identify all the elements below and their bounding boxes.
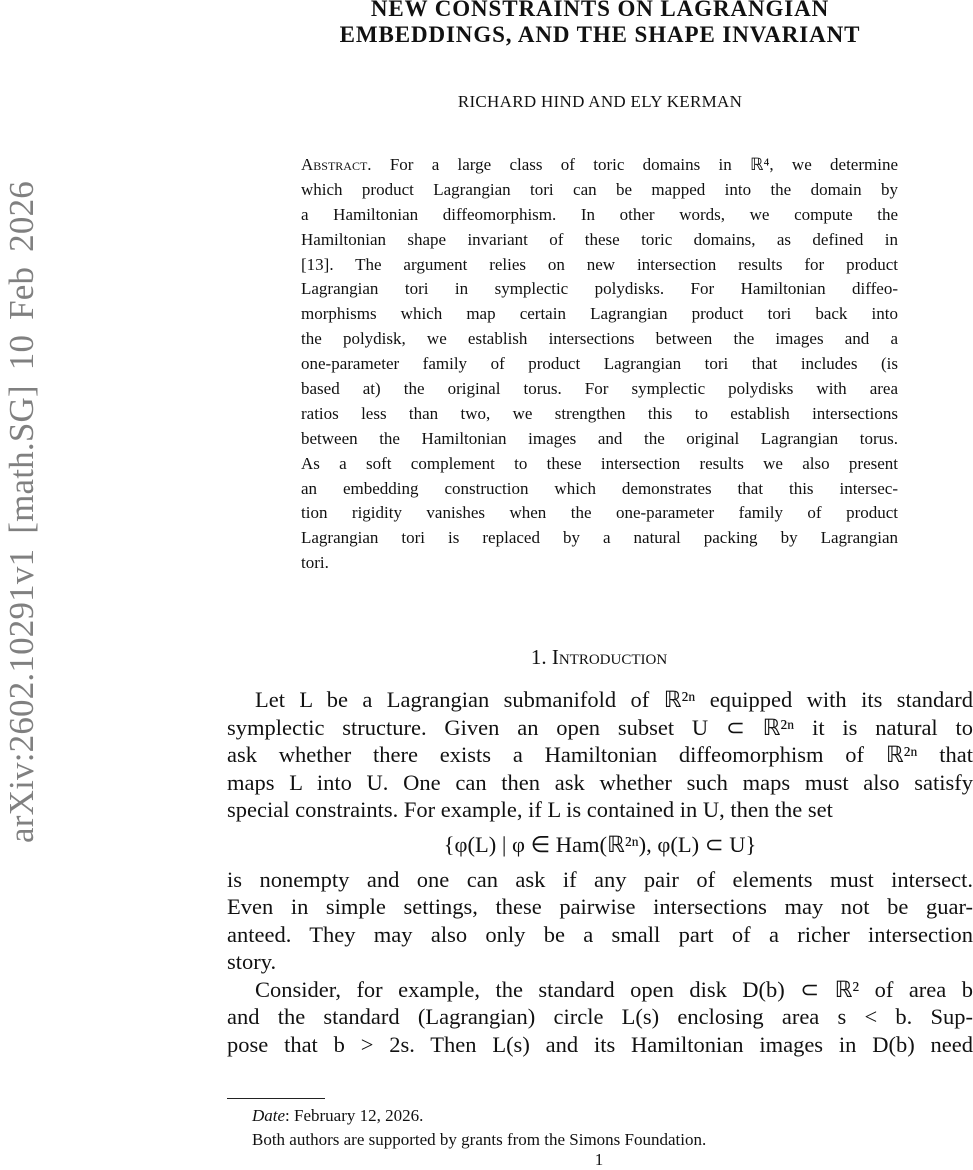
abstract-line: one-parameter family of product Lagrangian tori that includes (is [301,354,898,374]
abstract-line: the polydisk, we establish intersections between the images and a [301,329,898,349]
body-line: ask whether there exists a Hamiltonian diffeomorphism of ℝ²ⁿ that [227,742,973,767]
title-line-1: NEW CONSTRAINTS ON LAGRANGIAN [370,0,830,21]
body-line: special constraints. For example, if L is contained in U, then the set [227,797,833,822]
abstract [301,153,898,576]
section-number: 1. [530,645,547,669]
body-line: is nonempty and one can ask if any pair of elements must intersect. [227,866,973,892]
abstract-line: As a soft complement to these intersection results we also present [301,453,898,473]
body-line: symplectic structure. Given an open subset U ⊂ ℝ²ⁿ it is natural to [227,714,973,740]
arxiv-watermark: arXiv:2602.10291v1 [math.SG] 10 Feb 2026 [2,181,41,843]
date-label: Date [252,1106,286,1125]
abstract-line: Lagrangian tori is replaced by a natural packing by Lagrangian [301,528,898,548]
abstract-line: Lagrangian tori in symplectic polydisks. For Hamiltonian diffeo- [301,279,898,299]
abstract-line: [13]. The argument relies on new intersection results for product [301,254,898,274]
body-line: anteed. They may also only be a small part of a richer intersection [227,921,973,947]
body-line: story. [227,949,277,974]
abstract-line: a Hamiltonian diffeomorphism. In other words, we compute the [301,204,898,224]
title-line-2: EMBEDDINGS, AND THE SHAPE INVARIANT [339,22,861,47]
section-title: Introduction [551,645,668,669]
abstract-line: Hamiltonian shape invariant of these toric domains, as defined in [301,229,898,249]
body-line: pose that b > 2s. Then L(s) and its Hamiltonian images in D(b) need [227,1031,973,1057]
body-text [227,686,973,1058]
body-line: Let L be a Lagrangian submanifold of ℝ²ⁿ equipped with its standard [255,687,973,712]
body-line: maps L into U. One can then ask whether such maps must also satisfy [227,769,973,795]
abstract-line: morphisms which map certain Lagrangian product tori back into [301,304,898,324]
authors: RICHARD HIND AND ELY KERMAN [457,92,743,111]
body-line: Even in simple settings, these pairwise intersections may not be guar- [227,894,973,919]
abstract-line: tori. [301,553,329,573]
abstract-label: Abstract. [301,155,372,174]
abstract-line: between the Hamiltonian images and the original Lagrangian torus. [301,428,898,448]
footnote-date [252,1104,706,1128]
page-number: 1 [594,1150,604,1169]
body-line: and the standard (Lagrangian) circle L(s) enclosing area s < b. Sup- [227,1004,973,1029]
abstract-line: tion rigidity vanishes when the one-parameter family of product [301,503,898,523]
footnote-funding: Both authors are supported by grants from the Simons Foundation. [252,1130,707,1149]
date-value: : February 12, 2026. [285,1106,424,1125]
section-heading [225,645,973,670]
abstract-line: ratios less than two, we strengthen this to establish intersections [301,403,898,423]
display-equation: {φ(L) | φ ∈ Ham(ℝ²ⁿ), φ(L) ⊂ U} [443,831,757,857]
footnote-rule [227,1098,325,1099]
abstract-line: based at) the original torus. For symplectic polydisks with area [301,379,898,399]
abstract-line: an embedding construction which demonstrates that this intersec- [301,478,898,498]
abstract-line: Abstract. For a large class of toric domains in ℝ⁴, we determine [301,155,898,174]
footnotes [252,1104,706,1152]
paper-title [270,0,930,48]
body-line: Consider, for example, the standard open disk D(b) ⊂ ℝ² of area b [255,976,973,1002]
abstract-line: which product Lagrangian tori can be mapped into the domain by [301,179,898,199]
